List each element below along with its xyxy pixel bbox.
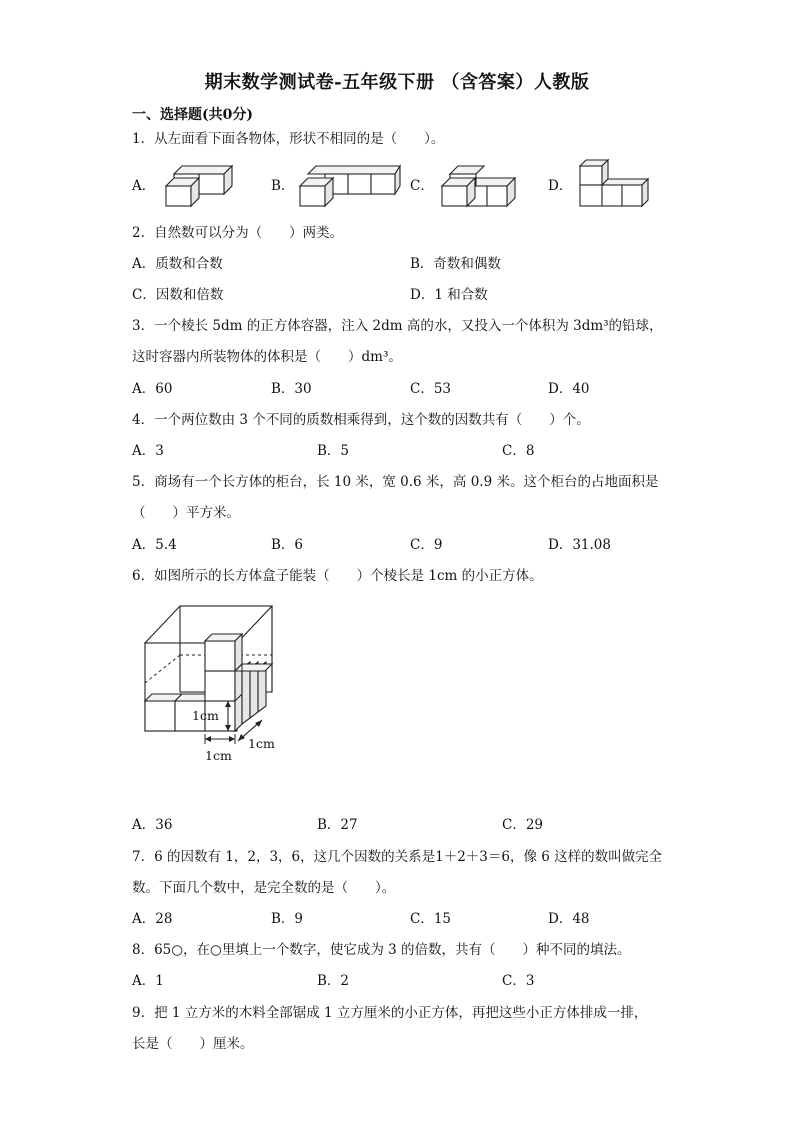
- q2-option-d: D．1 和合数: [410, 287, 488, 303]
- q3-stem-line2: 这时容器内所装物体的体积是（ ）dm³。: [132, 349, 402, 365]
- q1-figure-c: [442, 162, 522, 208]
- q2-option-b: B．奇数和偶数: [410, 256, 501, 272]
- page-title: 期末数学测试卷-五年级下册 （含答案）人教版: [204, 72, 590, 93]
- q1-option-d-label: D．: [548, 178, 573, 194]
- q5-stem-line1: 5．商场有一个长方体的柜台，长 10 米，宽 0.6 米，高 0.9 米。这个柜台的占地面积是: [132, 474, 659, 490]
- q5-option-d: D．31.08: [548, 537, 611, 553]
- q1-option-a-label: A．: [132, 178, 156, 194]
- q7-option-d: D．48: [548, 911, 590, 927]
- q7-stem-line1: 7．6 的因数有 1，2，3，6，这几个因数的关系是1＋2＋3＝6，像 6 这样的数叫做完全: [132, 849, 663, 865]
- q7-option-b: B．9: [271, 911, 304, 927]
- q8-option-b: B．2: [317, 973, 350, 989]
- q5-option-c: C．9: [410, 537, 443, 553]
- q4-option-a: A．3: [132, 443, 164, 459]
- q3-option-b: B．30: [271, 381, 312, 397]
- q1-option-b-label: B．: [271, 178, 295, 194]
- q1-stem: 1．从左面看下面各物体，形状不相同的是（ ）。: [132, 131, 445, 147]
- q8-stem: 8．65○，在○里填上一个数字，使它成为 3 的倍数，共有（ ）种不同的填法。: [132, 942, 631, 958]
- q6-label-height: 1cm: [192, 708, 219, 723]
- q2-option-c: C．因数和倍数: [132, 287, 224, 303]
- q5-option-b: B．6: [271, 537, 304, 553]
- q6-option-c: C．29: [502, 817, 544, 833]
- q9-stem-line1: 9．把 1 立方米的木料全部锯成 1 立方厘米的小正方体，再把这些小正方体排成一排，: [132, 1005, 648, 1021]
- q1-figure-d: [580, 158, 650, 210]
- q7-option-c: C．15: [410, 911, 452, 927]
- q3-stem-line1: 3．一个棱长 5dm 的正方体容器，注入 2dm 高的水，又投入一个体积为 3dm³的铅球，: [132, 318, 663, 334]
- q3-option-d: D．40: [548, 381, 590, 397]
- q1-option-c-label: C．: [410, 178, 434, 194]
- q6-label-width: 1cm: [205, 748, 232, 763]
- q9-stem-line2: 长是（ ）厘米。: [132, 1036, 254, 1052]
- q2-stem: 2．自然数可以分为（ ）两类。: [132, 225, 344, 241]
- q6-label-depth: 1cm: [248, 736, 275, 751]
- q1-figure-b: [300, 162, 400, 208]
- q5-option-a: A．5.4: [132, 537, 177, 553]
- q6-stem: 6．如图所示的长方体盒子能装（ ）个棱长是 1cm 的小正方体。: [132, 568, 543, 584]
- section-heading: 一、选择题(共0分): [132, 107, 253, 123]
- q4-option-b: B．5: [317, 443, 350, 459]
- q4-option-c: C．8: [502, 443, 535, 459]
- q5-stem-line2: （ ）平方米。: [132, 505, 240, 521]
- q4-stem: 4．一个两位数由 3 个不同的质数相乘得到，这个数的因数共有（ ）个。: [132, 412, 590, 428]
- q7-option-a: A．28: [132, 911, 173, 927]
- q8-option-a: A．1: [132, 973, 164, 989]
- q1-figure-a: [166, 162, 246, 208]
- q8-option-c: C．3: [502, 973, 535, 989]
- q6-option-a: A．36: [132, 817, 173, 833]
- q7-stem-line2: 数。下面几个数中，是完全数的是（ ）。: [132, 880, 396, 896]
- q3-option-c: C．53: [410, 381, 452, 397]
- q2-option-a: A．质数和合数: [132, 256, 223, 272]
- q6-option-b: B．27: [317, 817, 358, 833]
- q3-option-a: A．60: [132, 381, 173, 397]
